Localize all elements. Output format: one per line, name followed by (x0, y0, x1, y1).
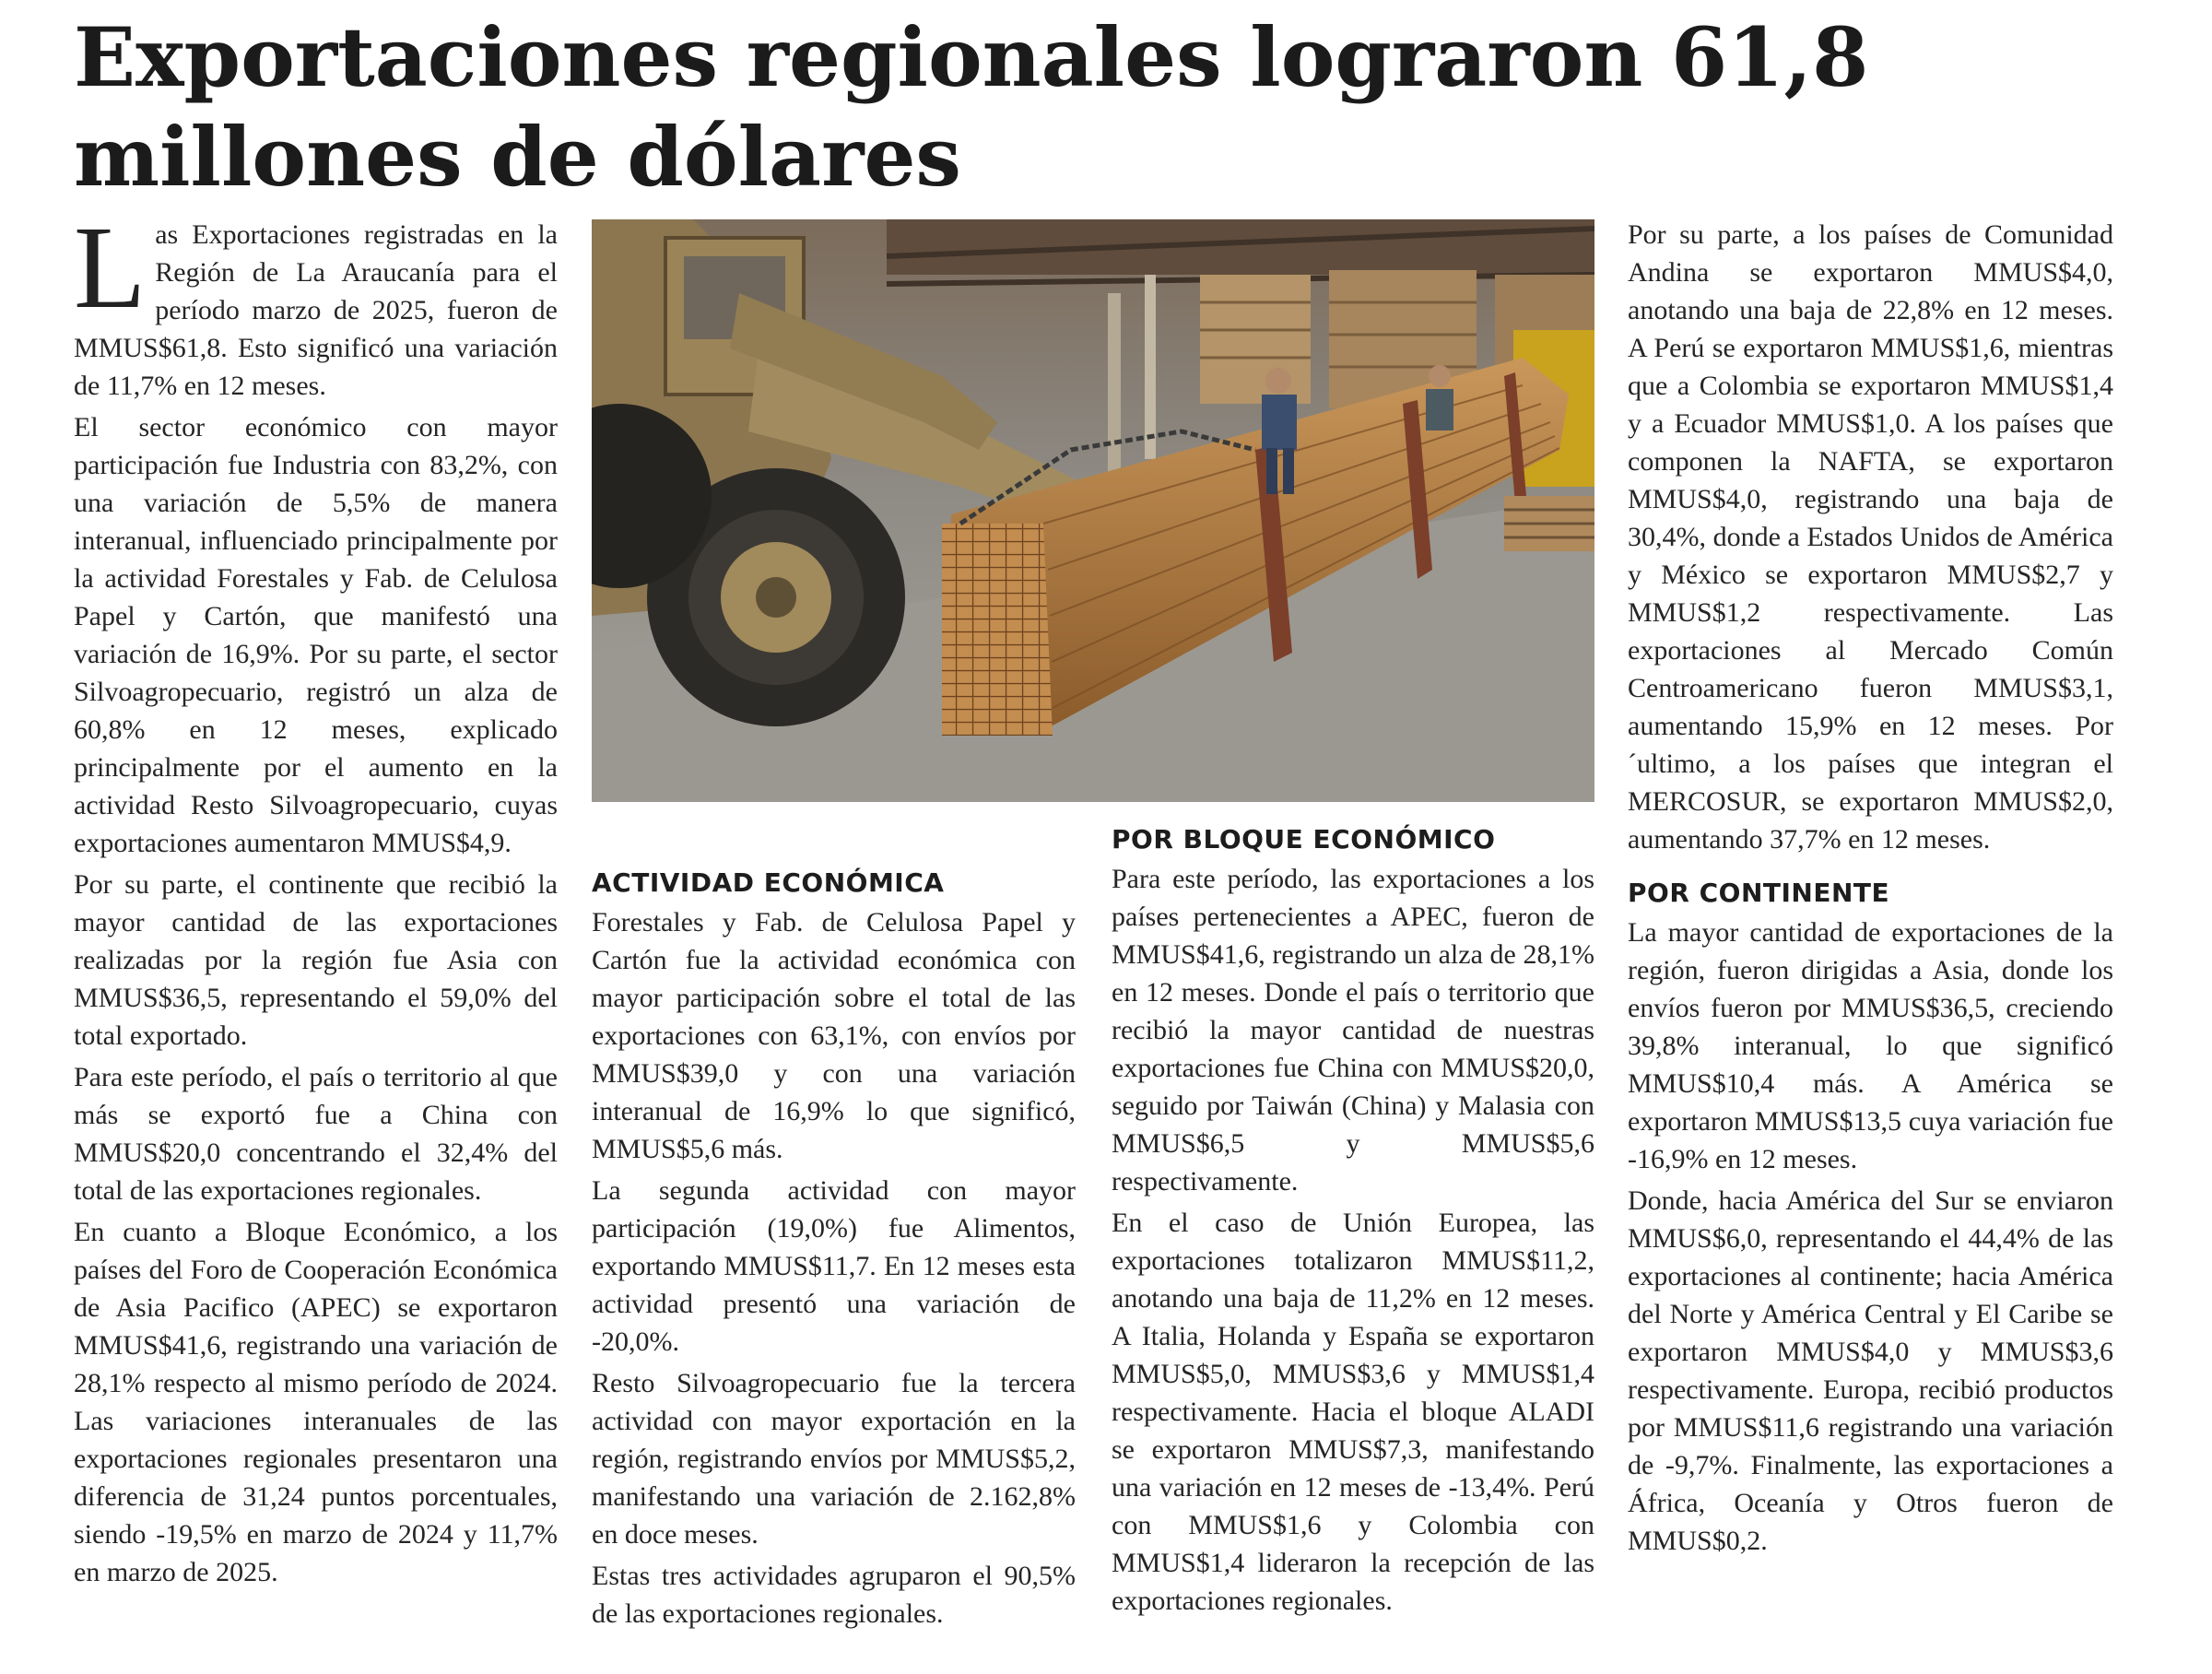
paragraph: Por su parte, a los países de Comunidad Andina se exportaron MMUS$4,0, anotando una baja de 22,8% en 12 meses. A Perú se exportaron MMUS$1,6, mientras que a Colombia se exportaron MMUS$1,4 y a Ecuador MMUS$1,0. A los países que componen la NAFTA, se exportaron MMUS$4,0, registrando una baja de 30,4%, donde a Estados Unidos de América y México se exportaron MMUS$2,7 y MMUS$1,2 respectivamente. Las exportaciones al Mercado Común Centroamericano fueron MMUS$3,1, aumentando 15,9% en 12 meses. Por ´ultimo, a los países que integran el MERCOSUR, se exportaron MMUS$2,0, aumentando 37,7% en 12 meses. (1628, 219, 2113, 855)
paragraph: En el caso de Unión Europea, las exportaciones totalizaron MMUS$11,2, anotando una baja de 11,2% en 12 meses. A Italia, Holanda y España se exportaron MMUS$5,0, MMUS$3,6 y MMUS$1,4 respectivamente. Hacia el bloque ALADI se exportaron MMUS$7,3, manifestando una variación en 12 meses de -13,4%. Perú con MMUS$1,6 y Colombia con MMUS$1,4 lideraron la recepción de las exportaciones regionales. (1112, 1208, 1594, 1616)
headline: Exportaciones regionales lograron 61,8 millones de dólares (74, 9, 1869, 205)
paragraph: Resto Silvoagropecuario fue la tercera actividad con mayor exportación en la región, registrando envíos por MMUS$5,2, manifestando una variación de 2.162,8% en doce meses. (592, 1368, 1076, 1550)
column-3 (1112, 823, 1594, 1623)
section-heading: ACTIVIDAD ECONÓMICA (592, 867, 945, 898)
column-4 (1628, 216, 2113, 1563)
section-heading: POR CONTINENTE (1628, 878, 1890, 908)
lead-paragraph (74, 202, 558, 405)
paragraph: Por su parte, el continente que recibió la mayor cantidad de las exportaciones realizadas por la región fue Asia con MMUS$36,5, representando el 59,0% del total exportado. (74, 869, 558, 1051)
drop-cap: L (74, 202, 147, 333)
paragraph: En cuanto a Bloque Económico, a los países del Foro de Cooperación Económica de Asia Pacifico (APEC) se exportaron MMUS$41,6, registrando una variación de 28,1% respecto al mismo período de 2024. Las variaciones interanuales de las exportaciones regionales presentaron una diferencia de 31,24 puntos porcentuales, siendo -19,5% en marzo de 2024 y 11,7% en marzo de 2025. (74, 1217, 558, 1587)
column-1 (74, 202, 558, 1595)
section-heading: POR BLOQUE ECONÓMICO (1112, 824, 1496, 855)
paragraph: La mayor cantidad de exportaciones de la región, fueron dirigidas a Asia, donde los envíos fueron por MMUS$36,5, creciendo 39,8% interanual, lo que significó MMUS$10,4 más. A América se exportaron MMUS$13,5 cuya variación fue -16,9% en 12 meses. (1628, 917, 2113, 1174)
paragraph: El sector económico con mayor participación fue Industria con 83,2%, con una variación de 5,5% de manera interanual, influenciado principalmente por la actividad Forestales y Fab. de Celulosa Papel y Cartón, que manifestó una variación de 16,9%. Por su parte, el sector Silvoagropecuario, registró un alza de 60,8% en 12 meses, explicado principalmente por el aumento en la actividad Resto Silvoagropecuario, cuyas exportaciones aumentaron MMUS$4,9. (74, 412, 558, 858)
paragraph: Estas tres actividades agruparon el 90,5% de las exportaciones regionales. (592, 1561, 1076, 1629)
paragraph: Para este período, las exportaciones a los países pertenecientes a APEC, fueron de MMUS$41,6, registrando un alza de 28,1% en 12 meses. Donde el país o territorio que recibió la mayor cantidad de nuestras exportaciones fue China con MMUS$20,0, seguido por Taiwán (China) y Malasia con MMUS$6,5 y MMUS$5,6 respectivamente. (1112, 864, 1594, 1197)
column-2 (592, 866, 1076, 1636)
paragraph: La segunda actividad con mayor participación (19,0%) fue Alimentos, exportando MMUS$11,7. En 12 meses esta actividad presentó una variación de -20,0%. (592, 1175, 1076, 1357)
lumber-photo-illustration (592, 219, 1594, 802)
lead-paragraph-text: as Exportaciones registradas en la Región de La Araucanía para el período marzo de 2025, fueron de MMUS$61,8. Esto significó una variación de 11,7% en 12 meses. (74, 219, 558, 401)
paragraph: Para este período, el país o territorio al que más se exportó fue a China con MMUS$20,0 concentrando el 32,4% del total de las exportaciones regionales. (74, 1062, 558, 1206)
lumber-loader-photo (592, 219, 1594, 802)
paragraph: Forestales y Fab. de Celulosa Papel y Cartón fue la actividad económica con mayor participación sobre el total de las exportaciones con 63,1%, con envíos por MMUS$39,0 y con una variación interanual de 16,9% lo que significó, MMUS$5,6 más. (592, 907, 1076, 1164)
paragraph: Donde, hacia América del Sur se enviaron MMUS$6,0, representando el 44,4% de las exportaciones al continente; hacia América del Norte y América Central y El Caribe se exportaron MMUS$4,0 y MMUS$3,6 respectivamente. Europa, recibió productos por MMUS$11,6 registrando una variación de -9,7%. Finalmente, las exportaciones a África, Oceanía y Otros fueron de MMUS$0,2. (1628, 1185, 2113, 1556)
